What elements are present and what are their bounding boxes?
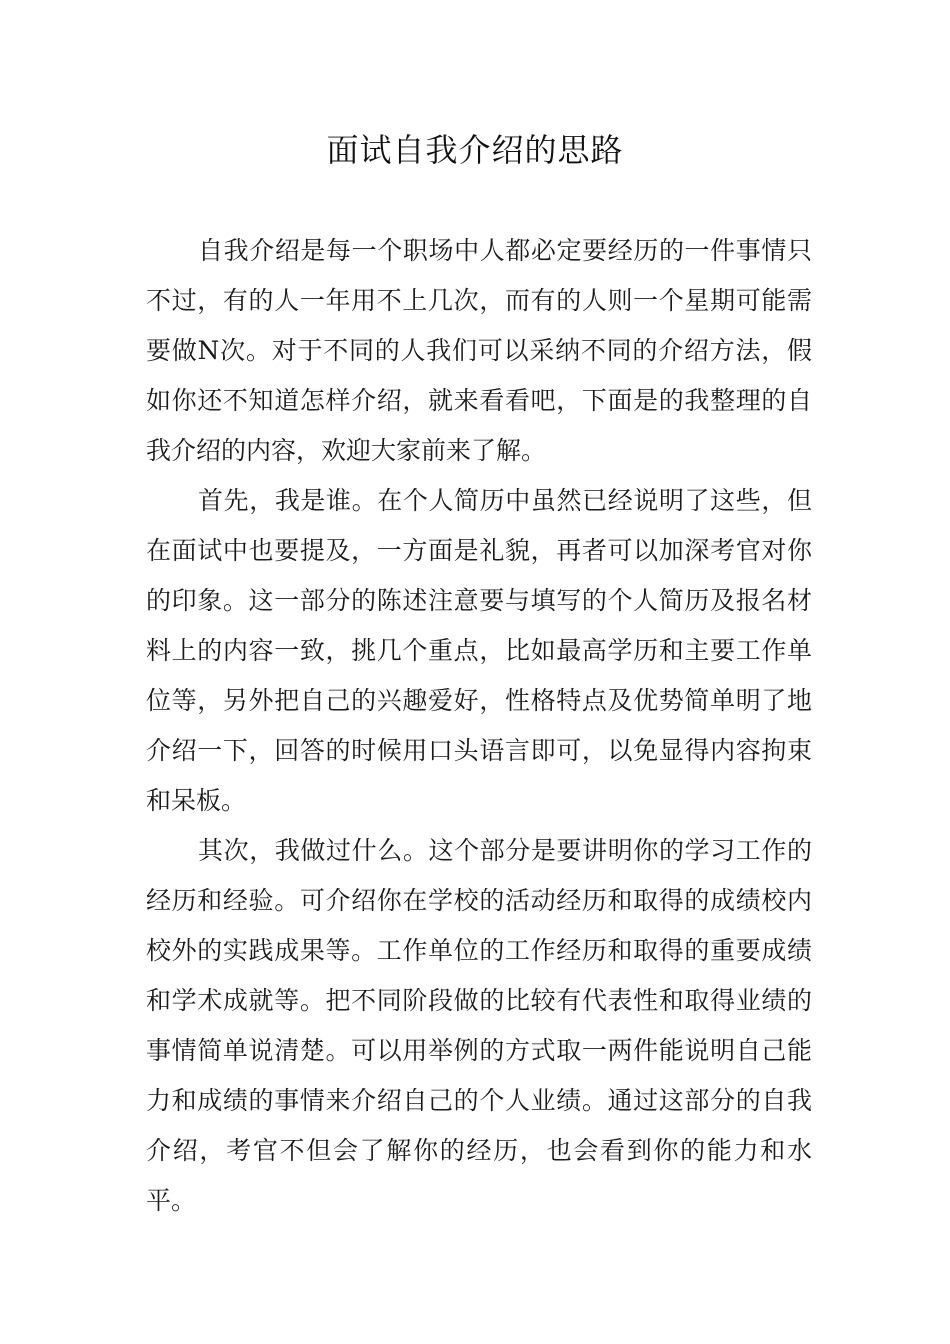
paragraph-who-am-i: 首先，我是谁。在个人简历中虽然已经说明了这些，但在面试中也要提及，一方面是礼貌，再者可以加深考官对你的印象。这一部分的陈述注意要与填写的个人简历及报名材料上的内容一致，挑几个重点，比如最高学历和主要工作单位等，另外把自己的兴趣爱好，性格特点及优势简单明了地介绍一下，回答的时候用口头语言即可，以免显得内容拘束和呆板。 — [146, 486, 812, 815]
document-body — [146, 226, 812, 1226]
paragraph-intro: 自我介绍是每一个职场中人都必定要经历的一件事情只不过，有的人一年用不上几次，而有的人则一个星期可能需要做N次。对于不同的人我们可以采纳不同的介绍方法，假如你还不知道怎样介绍，就来看看吧，下面是的我整理的自我介绍的内容，欢迎大家前来了解。 — [146, 236, 812, 465]
document-title: 面试自我介绍的思路 — [326, 131, 624, 169]
paragraph-what-i-did: 其次，我做过什么。这个部分是要讲明你的学习工作的经历和经验。可介绍你在学校的活动经历和取得的成绩校内校外的实践成果等。工作单位的工作经历和取得的重要成绩和学术成就等。把不同阶段做的比较有代表性和取得业绩的事情简单说清楚。可以用举例的方式取一两件能说明自己能力和成绩的事情来介绍自己的个人业绩。通过这部分的自我介绍，考官不但会了解你的经历，也会看到你的能力和水平。 — [146, 836, 812, 1215]
